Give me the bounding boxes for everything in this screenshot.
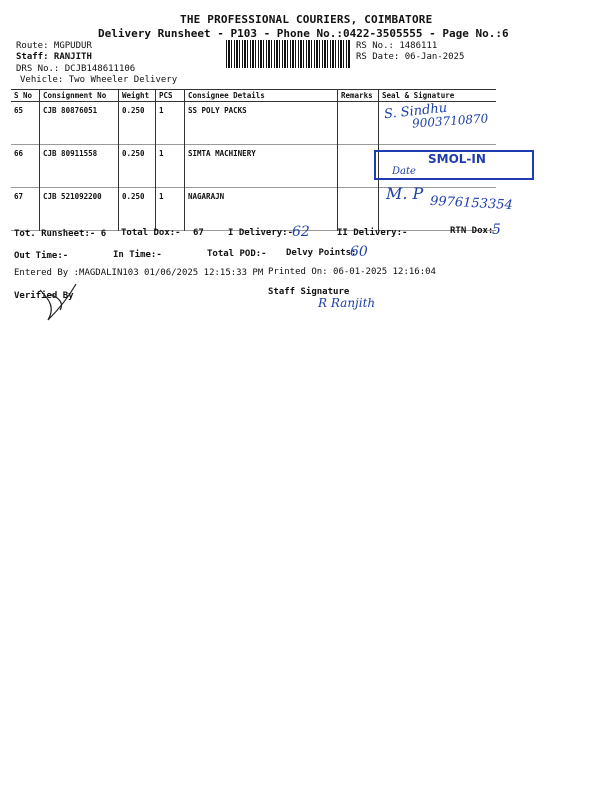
handwritten-signature-3: M. P bbox=[386, 184, 424, 203]
table-header-row bbox=[11, 90, 496, 102]
row-pcs: 1 bbox=[156, 188, 185, 231]
stamp-date: Date bbox=[392, 166, 416, 177]
handwritten-phone-3: 9976153354 bbox=[429, 193, 514, 214]
col-seal-signature: Seal & Signature bbox=[379, 90, 497, 102]
delvy-points-handwritten: 60 bbox=[350, 244, 368, 260]
col-weight: Weight bbox=[119, 90, 156, 102]
row-weight: 0.250 bbox=[119, 188, 156, 231]
row-sno: 67 bbox=[14, 192, 24, 201]
out-time: Out Time:- bbox=[14, 251, 69, 261]
ii-delivery-label: II Delivery:- bbox=[337, 228, 408, 238]
printed-on: Printed On: 06-01-2025 12:16:04 bbox=[268, 267, 436, 277]
row-weight: 0.250 bbox=[119, 145, 156, 188]
delvy-points-label: Delvy Points: bbox=[286, 248, 357, 258]
total-dox-label: Total Dox:- bbox=[121, 228, 181, 238]
route: Route: MGPUDUR bbox=[16, 41, 92, 51]
staff: Staff: RANJITH bbox=[16, 52, 92, 62]
verified-by: Verified By bbox=[14, 291, 74, 301]
i-delivery-handwritten: 62 bbox=[292, 224, 310, 240]
rtn-dox-handwritten: 5 bbox=[492, 222, 501, 238]
company-name: THE PROFESSIONAL COURIERS, COIMBATORE bbox=[180, 13, 433, 26]
row-consignee: NAGARAJN bbox=[185, 188, 338, 231]
row-sno: 66 bbox=[14, 149, 24, 158]
staff-signature-label: Staff Signature bbox=[268, 287, 350, 297]
col-remarks: Remarks bbox=[338, 90, 379, 102]
row-consignment: CJB 80876051 bbox=[40, 102, 119, 145]
row-pcs: 1 bbox=[156, 145, 185, 188]
total-dox-value: 67 bbox=[193, 228, 204, 238]
row-sno: 65 bbox=[14, 106, 24, 115]
stamp-text: SMOL-IN bbox=[428, 152, 486, 166]
rs-number: RS No.: 1486111 bbox=[356, 41, 438, 51]
col-consignment: Consignment No bbox=[40, 90, 119, 102]
rtn-dox-label: RTN Dox: bbox=[450, 226, 494, 236]
row-remarks bbox=[338, 188, 379, 231]
handwritten-phone-1: 9003710870 bbox=[411, 111, 489, 131]
row-consignment: CJB 521092200 bbox=[40, 188, 119, 231]
row-consignee: SIMTA MACHINERY bbox=[185, 145, 338, 188]
in-time: In Time:- bbox=[113, 250, 162, 260]
drs-number: DRS No.: DCJB148611106 bbox=[16, 64, 136, 74]
row-consignee: SS POLY PACKS bbox=[185, 102, 338, 145]
col-consignee: Consignee Details bbox=[185, 90, 338, 102]
tot-runsheet: Tot. Runsheet:- 6 bbox=[14, 229, 107, 239]
total-pod: Total POD:- bbox=[207, 249, 267, 259]
row-remarks bbox=[338, 102, 379, 145]
i-delivery-label: I Delivery:- bbox=[228, 228, 294, 238]
barcode bbox=[226, 40, 350, 68]
rs-date: RS Date: 06-Jan-2025 bbox=[356, 52, 465, 62]
row-pcs: 1 bbox=[156, 102, 185, 145]
col-sno: S No bbox=[14, 91, 33, 100]
runsheet-subtitle: Delivery Runsheet - P103 - Phone No.:0422-3505555 - Page No.:6 bbox=[98, 27, 509, 40]
row-remarks bbox=[338, 145, 379, 188]
row-consignment: CJB 80911558 bbox=[40, 145, 119, 188]
entered-by: Entered By :MAGDALIN103 01/06/2025 12:15:33 PM bbox=[14, 268, 264, 278]
verified-scribble bbox=[30, 280, 80, 326]
row-weight: 0.250 bbox=[119, 102, 156, 145]
vehicle: Vehicle: Two Wheeler Delivery bbox=[20, 75, 178, 85]
col-pcs: PCS bbox=[156, 90, 185, 102]
staff-signature-handwritten: R Ranjith bbox=[318, 296, 376, 310]
handwritten-signature-1: S. Sindhu bbox=[383, 100, 448, 123]
